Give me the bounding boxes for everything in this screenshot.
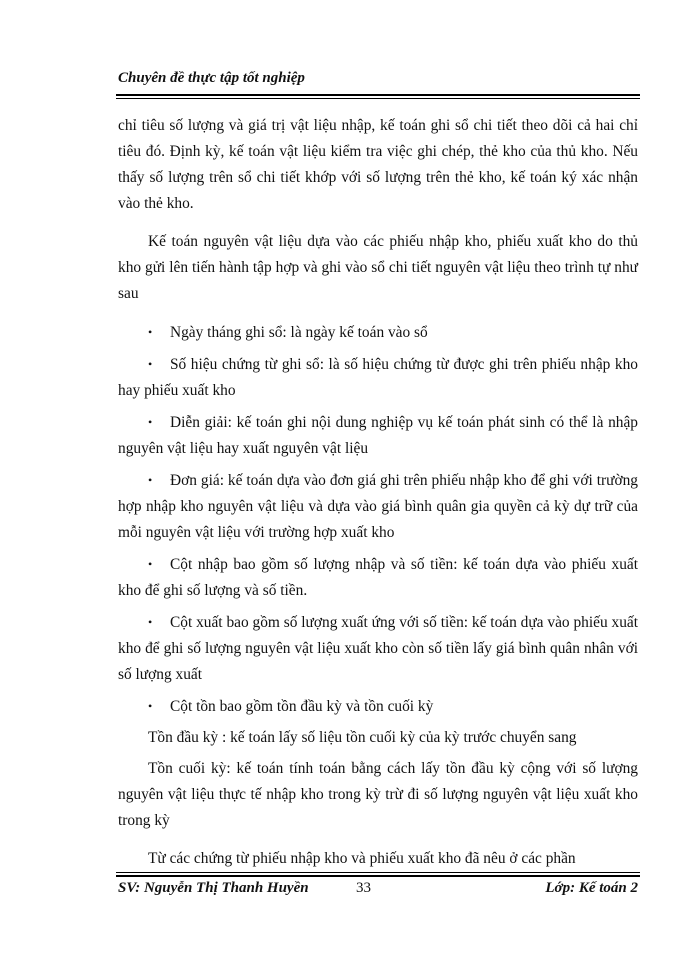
paragraph-final: Từ các chứng từ phiếu nhập kho và phiếu xuất kho đã nêu ở các phần [148,850,576,867]
running-header: Chuyên đề thực tập tốt nghiệp [118,70,305,86]
bullet-item [118,409,638,462]
header-rule [116,94,640,96]
bullet-item [118,319,638,346]
bullet-text: Đơn giá: kế toán dựa vào đơn giá ghi trên phiếu nhập kho để ghi với trường hợp nhập kho nguyên vật liệu và dựa vào giá bình quân gia quyền cả kỳ dự trữ của mỗi nguyên vật liệu với trường hợp xuất kho [118,472,638,541]
bullet-icon: • [148,325,153,339]
bullet-item [118,551,638,604]
page-number: 33 [356,880,371,896]
bullet-item [118,693,638,720]
bullet-icon: • [148,473,153,487]
bullet-icon: • [148,557,153,571]
class-label: Lớp: Kế toán 2 [545,880,638,896]
header-rule-thin [116,98,640,99]
bullet-item [118,609,638,688]
bullet-item [118,351,638,404]
footer-rule [116,875,640,877]
bullet-item [118,467,638,546]
bullet-icon: • [148,699,153,713]
bullet-text: Diễn giải: kế toán ghi nội dung nghiệp vụ kế toán phát sinh có thể là nhập nguyên vật liệu hay xuất nguyên vật liệu [118,414,638,457]
student-name: SV: Nguyễn Thị Thanh Huyền [118,880,309,896]
bullet-text: Cột tồn bao gồm tồn đầu kỳ và tồn cuối kỳ [170,698,434,715]
paragraph-closing-balance: Tồn cuối kỳ: kế toán tính toán bằng cách lấy tồn đầu kỳ cộng với số lượng nguyên vật liệu thực tế nhập kho trong kỳ trừ đi số lượng nguyên vật liệu xuất kho trong kỳ [118,760,638,829]
bullet-icon: • [148,615,153,629]
bullet-icon: • [148,357,153,371]
bullet-text: Số hiệu chứng từ ghi sổ: là số hiệu chứng từ được ghi trên phiếu nhập kho hay phiếu xuất kho [118,356,638,399]
bullet-text: Ngày tháng ghi sổ: là ngày kế toán vào sổ [170,324,428,341]
paragraph-opening-balance: Tồn đầu kỳ : kế toán lấy số liệu tồn cuối kỳ của kỳ trước chuyển sang [148,729,577,746]
bullet-text: Cột nhập bao gồm số lượng nhập và số tiền: kế toán dựa vào phiếu xuất kho để ghi số lượng và số tiền. [118,556,638,599]
paragraph-intro: Kế toán nguyên vật liệu dựa vào các phiếu nhập kho, phiếu xuất kho do thủ kho gửi lên tiến hành tập hợp và ghi vào sổ chi tiết nguyên vật liệu theo trình tự như sau [118,233,638,302]
running-footer [118,880,638,904]
footer-rule-thin [116,872,640,873]
bullet-text: Cột xuất bao gồm số lượng xuất ứng với số tiền: kế toán dựa vào phiếu xuất kho để ghi số lượng nguyên vật liệu xuất kho còn số tiền lấy giá bình quân nhân với số lượng xuất [118,614,638,683]
bullet-icon: • [148,415,153,429]
document-body [118,113,638,872]
paragraph-continuation: chỉ tiêu số lượng và giá trị vật liệu nhập, kế toán ghi sổ chi tiết theo dõi cả hai chỉ tiêu đó. Định kỳ, kế toán vật liệu kiểm tra việc ghi chép, thẻ kho của thủ kho. Nếu thấy số lượng trên sổ chi tiết khớp với số lượng trên thẻ kho, kế toán ký xác nhận vào thẻ kho. [118,117,638,212]
